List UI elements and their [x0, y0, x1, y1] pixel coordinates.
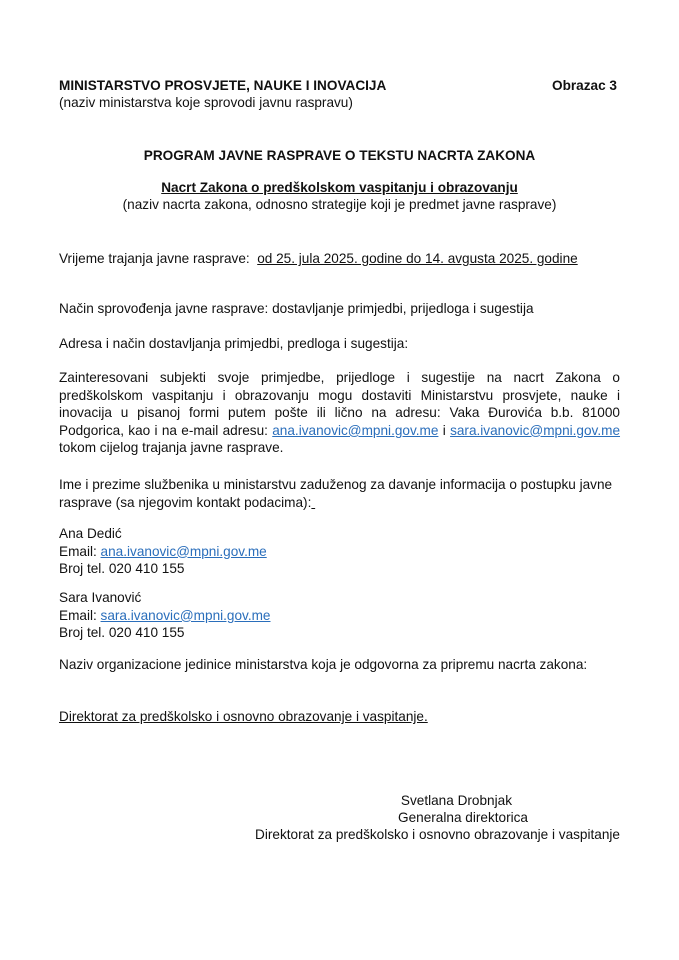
contact-phone: Broj tel. 020 410 155 — [59, 625, 185, 641]
address-text: Zainteresovani subjekti svoje primjedbe, prijedloge i sugestije na nacrt Zakona o predškolskom vaspitanju i obrazovanju mogu dostaviti Ministarstvu prosvjete, nauke i inovacija u pisanoj formi putem pošte ili lično na adresu: Vaka Đurovića b.b. 81000 Podgorica, kao i na e-mail adresu: — [59, 370, 620, 438]
address-text-and: i — [438, 422, 451, 438]
address-paragraph — [59, 369, 620, 457]
signature-role: Generalna direktorica — [398, 810, 528, 825]
signature-name: Svetlana Drobnjak — [400, 793, 512, 808]
contact-heading: Ime i prezime službenika u ministarstvu zaduženog za davanje informacija o postupku javne rasprave (sa njegovim kontakt podacima): — [59, 477, 613, 510]
method-paragraph: Način sprovođenja javne rasprave: dostavljanje primjedbi, prijedloga i sugestija — [59, 301, 534, 316]
form-number: Obrazac 3 — [552, 78, 617, 93]
address-heading: Adresa i način dostavljanja primjedbi, predloga i sugestija: — [59, 336, 409, 351]
org-unit-heading: Naziv organizacione jedinice ministarstva koja je odgovorna za pripremu nacrta zakona: — [59, 657, 588, 672]
draft-note: (naziv nacrta zakona, odnosno strategije koji je predmet javne rasprave) — [122, 197, 557, 212]
ministry-note: (naziv ministarstva koje sprovodi javnu raspravu) — [59, 95, 353, 110]
document-title: PROGRAM JAVNE RASPRAVE O TEKSTU NACRTA ZAKONA — [143, 148, 536, 163]
signature-unit: Direktorat za predškolsko i osnovno obrazovanje i vaspitanje — [255, 827, 620, 842]
contact-email-row: Email: ana.ivanovic@mpni.gov.me — [59, 543, 267, 559]
address-text-end: tokom cijelog trajanja javne rasprave. — [59, 440, 284, 456]
contact-email-link[interactable]: ana.ivanovic@mpni.gov.me — [100, 543, 267, 559]
contact-email-row: Email: sara.ivanovic@mpni.gov.me — [59, 607, 271, 623]
contact-ana — [59, 525, 620, 578]
contact-name: Sara Ivanović — [59, 590, 142, 605]
ministry-name: MINISTARSTVO PROSVJETE, NAUKE I INOVACIJA — [59, 78, 387, 93]
org-unit: Direktorat za predškolsko i osnovno obrazovanje i vaspitanje. — [59, 709, 428, 724]
contact-email-link[interactable]: sara.ivanovic@mpni.gov.me — [100, 607, 271, 623]
contact-phone: Broj tel. 020 410 155 — [59, 561, 185, 577]
duration-value: od 25. jula 2025. godine do 14. avgusta 2025. godine — [257, 251, 578, 266]
duration-paragraph — [59, 250, 620, 268]
contact-name: Ana Dedić — [59, 526, 122, 541]
email-link-ana[interactable]: ana.ivanovic@mpni.gov.me — [272, 422, 439, 438]
duration-label: Vrijeme trajanja javne rasprave: — [59, 251, 250, 266]
draft-name: Nacrt Zakona o predškolskom vaspitanju i obrazovanju — [161, 180, 518, 195]
contact-sara — [59, 589, 620, 642]
email-link-sara[interactable]: sara.ivanovic@mpni.gov.me — [450, 422, 621, 438]
